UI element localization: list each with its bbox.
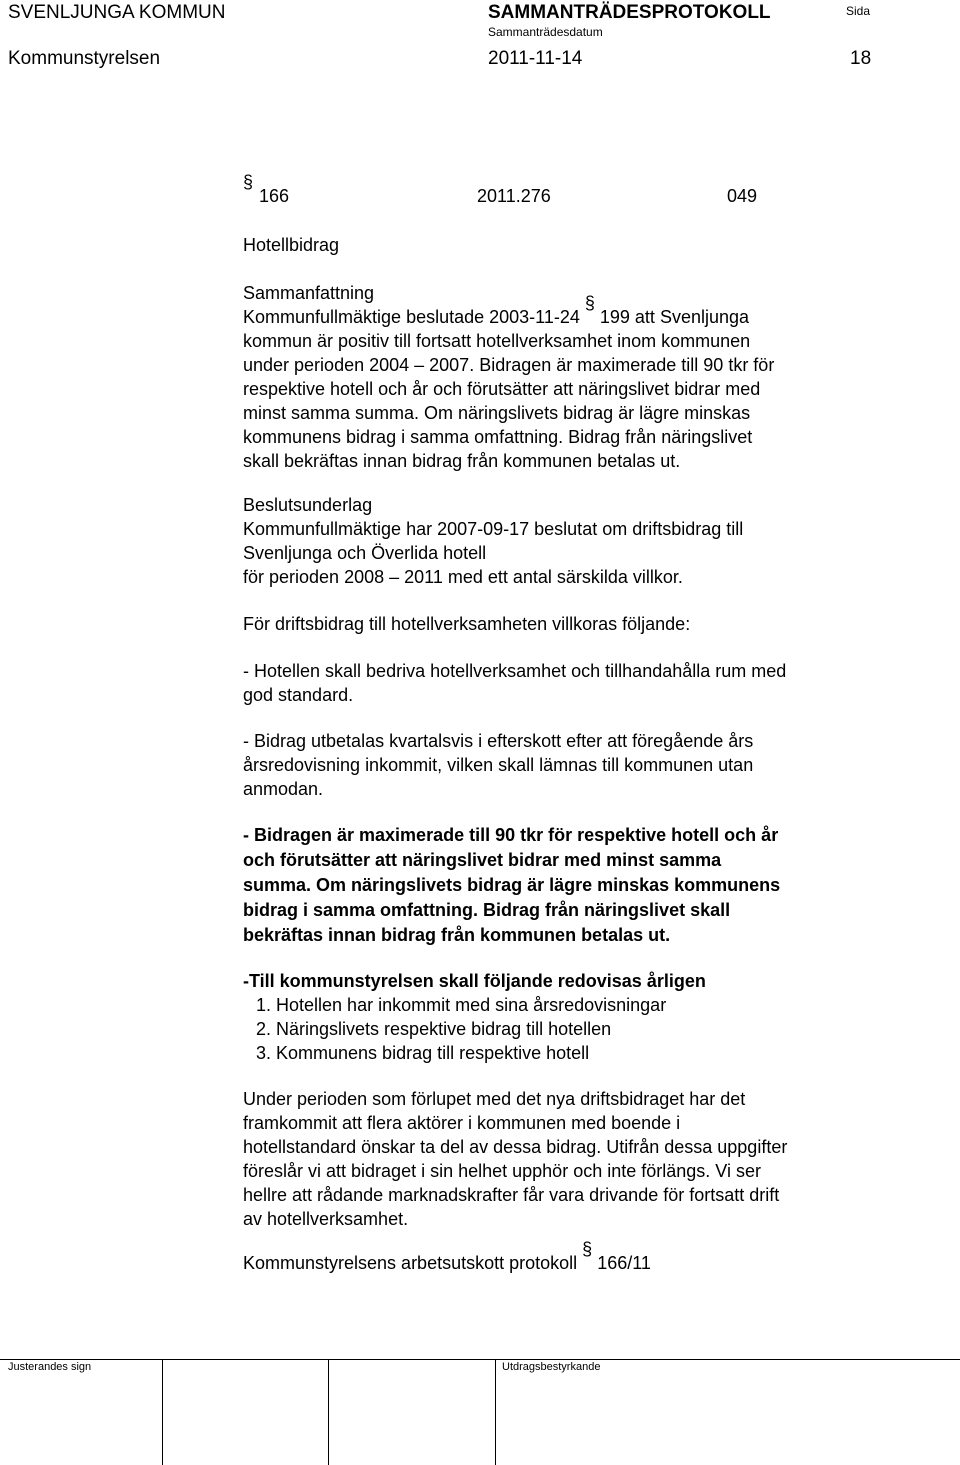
footer-divider [0, 1359, 960, 1360]
organization-name: SVENLJUNGA KOMMUN [8, 2, 226, 23]
summary-line: under perioden 2004 – 2007. Bidragen är maximerade till 90 tkr för [243, 355, 775, 375]
basis-heading: Beslutsunderlag [243, 495, 373, 515]
reporting-section [243, 969, 883, 1065]
summary-heading: Sammanfattning [243, 283, 375, 303]
summary-section [243, 281, 883, 473]
condition-line: anmodan. [243, 779, 324, 799]
conclusion-line: framkommit att flera aktörer i kommunen med boende i [243, 1113, 681, 1133]
document-type: SAMMANTRÄDESPROTOKOLL [488, 2, 771, 23]
condition-line: summa. Om näringslivets bidrag är lägre minskas kommunens [243, 875, 781, 895]
condition-line: god standard. [243, 685, 354, 705]
condition-item-3 [243, 823, 883, 948]
condition-line: bekräftas innan bidrag från kommunen betalas ut. [243, 925, 671, 945]
summary-line-1a: Kommunfullmäktige beslutade 2003-11-24 [243, 307, 585, 327]
paragraph-symbol: § [582, 1239, 593, 1259]
item-code: 049 [727, 186, 758, 206]
footer-cell-divider [495, 1359, 496, 1465]
case-number: 2011.276 [477, 186, 551, 206]
reference-text: Kommunstyrelsens arbetsutskott protokoll [243, 1253, 578, 1273]
condition-line: och förutsätter att näringslivet bidrar med minst samma [243, 850, 722, 870]
summary-line: kommunens bidrag i samma omfattning. Bidrag från näringslivet [243, 427, 753, 447]
footer-cell-divider [328, 1359, 329, 1465]
page-number: 18 [850, 48, 872, 69]
condition-item-2 [243, 729, 883, 801]
meeting-date-label: Sammanträdesdatum [488, 25, 603, 39]
conclusion-line: av hotellverksamhet. [243, 1209, 409, 1229]
condition-line: - Bidrag utbetalas kvartalsvis i efterskott efter att föregående års [243, 731, 754, 751]
conclusion-line: hellre att rådande marknadskrafter får vara drivande för fortsatt drift [243, 1185, 780, 1205]
conclusion-line: hotellstandard önskar ta del av dessa bidrag. Utifrån dessa uppgifter [243, 1137, 788, 1157]
footer-cell-divider [162, 1359, 163, 1465]
condition-line: bidrag i samma omfattning. Bidrag från näringslivet skall [243, 900, 731, 920]
condition-line: - Hotellen skall bedriva hotellverksamhet och tillhandahålla rum med [243, 661, 787, 681]
conclusion-line: Under perioden som förlupet med det nya driftsbidraget har det [243, 1089, 746, 1109]
item-title: Hotellbidrag [243, 235, 340, 255]
basis-line: Svenljunga och Överlida hotell [243, 543, 487, 563]
condition-line: årsredovisning inkommit, vilken skall lämnas till kommunen utan [243, 755, 754, 775]
committee-name: Kommunstyrelsen [8, 48, 161, 69]
page-label: Sida [846, 4, 871, 18]
signer-label: Justerandes sign [8, 1361, 92, 1373]
basis-line: för perioden 2008 – 2011 med ett antal särskilda villkor. [243, 567, 683, 587]
reporting-heading: -Till kommunstyrelsen skall följande redovisas årligen [243, 971, 706, 991]
paragraph-symbol: § [243, 172, 254, 192]
list-item: 3. Kommunens bidrag till respektive hotell [256, 1043, 590, 1063]
list-item: 1. Hotellen har inkommit med sina årsredovisningar [256, 995, 667, 1015]
paragraph-symbol: § [584, 293, 595, 313]
reference-line [243, 1239, 883, 1275]
summary-line: skall bekräftas innan bidrag från kommunen betalas ut. [243, 451, 681, 471]
conditions-intro: För driftsbidrag till hotellverksamheten villkoras följande: [243, 614, 691, 634]
reference-number: 166/11 [597, 1253, 651, 1273]
meeting-date: 2011-11-14 [488, 48, 583, 69]
summary-line: minst samma summa. Om näringslivets bidrag är lägre minskas [243, 403, 751, 423]
reporting-list [243, 993, 883, 1065]
list-item: 2. Näringslivets respektive bidrag till hotellen [256, 1019, 612, 1039]
conclusion-line: föreslår vi att bidraget i sin helhet upphör och inte förlängs. Vi ser [243, 1161, 761, 1181]
condition-item-1 [243, 659, 883, 707]
certified-label: Utdragsbestyrkande [502, 1361, 601, 1373]
conclusion-section [243, 1087, 883, 1231]
basis-section [243, 493, 883, 589]
basis-line: Kommunfullmäktige har 2007-09-17 beslutat om driftsbidrag till [243, 519, 744, 539]
summary-line: kommun är positiv till fortsatt hotellverksamhet inom kommunen [243, 331, 751, 351]
summary-line: respektive hotell och år och förutsätter att näringslivet bidrar med [243, 379, 761, 399]
paragraph-number: 166 [259, 186, 290, 206]
summary-line-1b: 199 att Svenljunga [594, 307, 750, 327]
condition-line: - Bidragen är maximerade till 90 tkr för respektive hotell och år [243, 825, 779, 845]
